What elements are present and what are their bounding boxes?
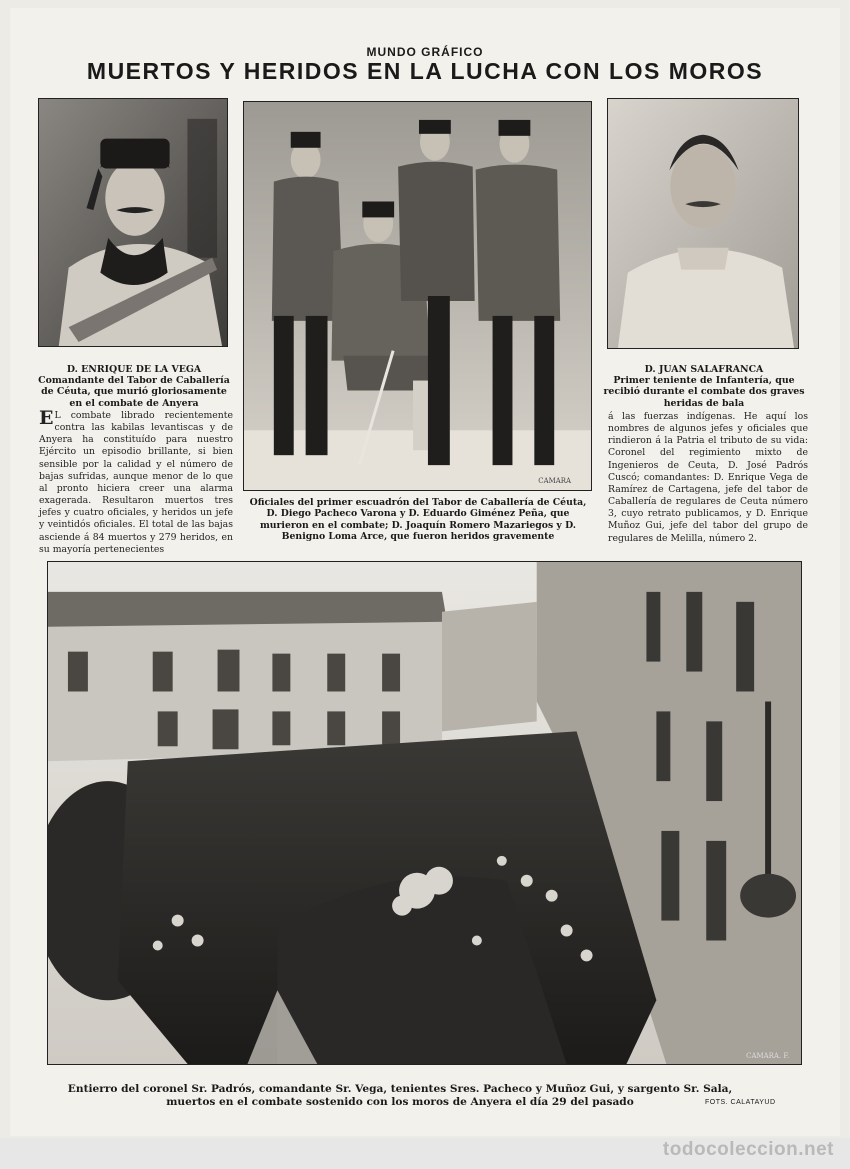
dropcap: E [39, 407, 54, 429]
headline: MUERTOS Y HERIDOS EN LA LUCHA CON LOS MOROS [86, 58, 764, 84]
article-right-column [608, 411, 808, 545]
article-text-left: L combate librado recientemente contra las kabilas levantiscas y de Anyera ha constituído para nuestro Ejército un episodio brillante, si bien sensible por la calidad y el número de bajas sufridas, aunque menor de lo que al pronto hiciera creer una alarma exagerada. Resultaron muertos tres jefes y cuatro oficiales, y heridos un jefe y veintidós oficiales. El total de las bajas asciende á 84 muertos y 279 heridos, en su mayoría pertenecientes [39, 410, 233, 555]
portrait-description: Primer teniente de Infantería, que recibió durante el combate dos graves heridas de bala [603, 375, 805, 409]
caption-juan-salafranca [603, 364, 805, 409]
portrait-name: D. ENRIQUE DE LA VEGA [66, 364, 202, 375]
portrait-juan-salafranca [607, 98, 799, 349]
group-photo-caption: Oficiales del primer escuadrón del Tabor de Caballería de Céuta, D. Diego Pacheco Varona y D. Eduardo Giménez Peña, que murieron en el combate; D. Joaquín Romero Mazariegos y D. Benigno Loma Arce, que fueron heridos gravemente [249, 497, 587, 543]
watermark-logo: todocoleccion.net [662, 1139, 834, 1160]
article-left-column [39, 407, 233, 556]
group-photo-officers [243, 101, 592, 491]
portrait-name: D. JUAN SALAFRANCA [644, 364, 764, 375]
article-text-right: á las fuerzas indígenas. He aquí los nombres de algunos jefes y oficiales que rindieron á la Patria el tributo de su vida: Coronel del regimiento mixto de Ingenieros de Ceuta, D. José Padrós Cuscó; comandantes: D. Enrique Vega de Ramírez de Cartagena, jefe del tabor de Caballería de regulares de Ceuta número 3, cuyo retrato publicamos, y D. Enrique Muñoz Gui, jefe del tabor del grupo de regulares de Melilla, número 2. [608, 411, 808, 544]
portrait-description: Comandante del Tabor de Caballería de Céuta, que murió gloriosamente en el combate de Anyera [38, 375, 230, 409]
funeral-photo-caption: Entierro del coronel Sr. Padrós, comandante Sr. Vega, tenientes Sres. Pacheco y Muñoz Gui, y sargento Sr. Sala, muertos en el combate sostenido con los moros de Anyera el día 29 del pasado [67, 1083, 733, 1108]
photo-credit: FOTS. CALATAYUD [705, 1099, 776, 1106]
funeral-procession-photo [47, 561, 802, 1065]
masthead: MUNDO GRÁFICO [366, 45, 484, 59]
funeral-photo-signature: CAMARA. F. [746, 1052, 790, 1061]
caption-enrique-de-la-vega [34, 364, 234, 409]
portrait-enrique-de-la-vega [38, 98, 228, 347]
group-photo-signature: CAMARA [538, 477, 572, 486]
